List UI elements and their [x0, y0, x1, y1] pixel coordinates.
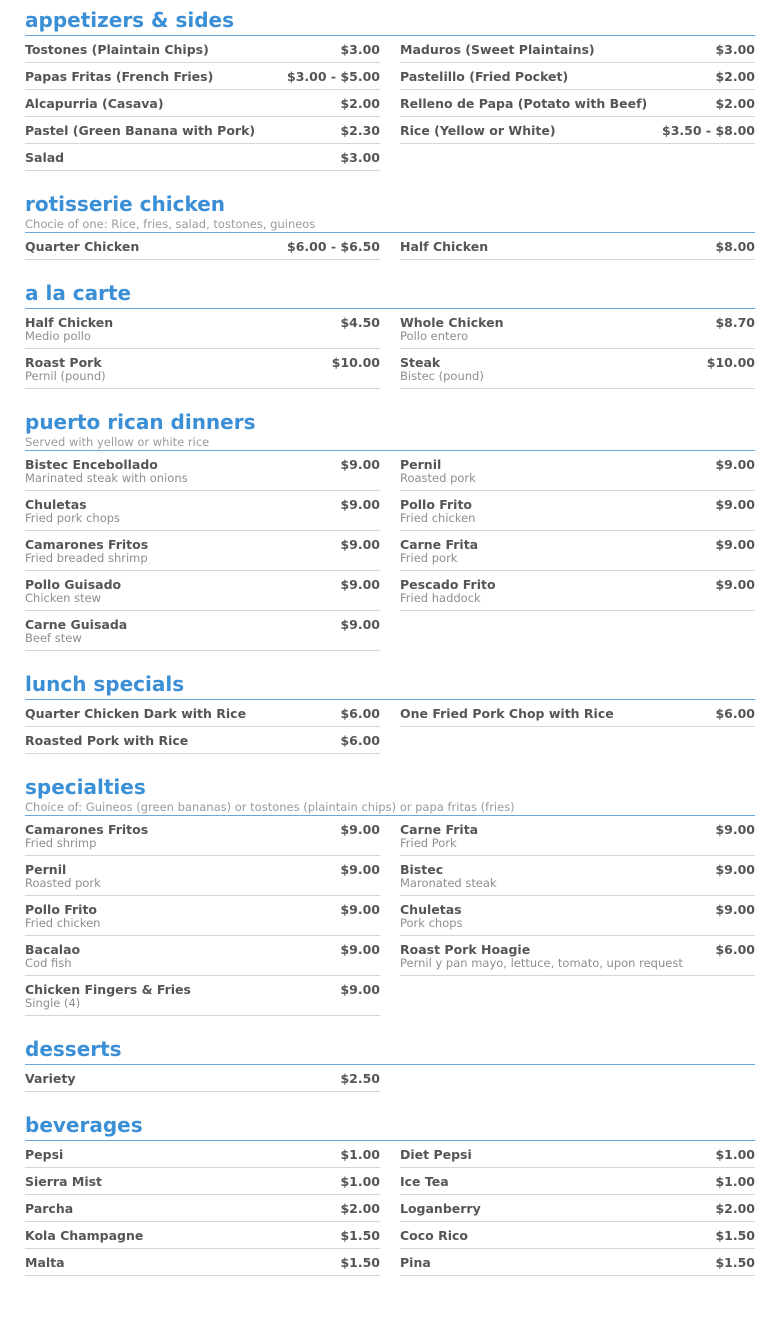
item-name: Pollo Guisado — [25, 577, 122, 592]
item-price: $6.00 - $6.50 — [287, 239, 380, 254]
menu-item-row — [400, 1228, 755, 1243]
menu-section-beverages — [25, 1111, 755, 1276]
item-price: $9.00 — [340, 497, 380, 512]
menu-item-row — [400, 822, 755, 837]
item-name: Pernil — [25, 862, 67, 877]
menu-item-row — [400, 706, 755, 721]
menu-item-row — [400, 902, 755, 917]
item-description: Fried Pork — [400, 836, 457, 850]
item-description: Pernil y pan mayo, lettuce, tomato, upon request — [400, 956, 683, 970]
menu-item — [25, 700, 380, 727]
menu-item-row — [25, 706, 380, 721]
item-description: Fried chicken — [400, 511, 476, 525]
menu-item-row — [400, 239, 755, 254]
menu-item — [25, 531, 380, 571]
menu-item — [25, 936, 380, 976]
item-description: Beef stew — [25, 631, 82, 645]
item-price: $2.00 — [340, 1201, 380, 1216]
item-price: $2.00 — [715, 69, 755, 84]
item-price: $9.00 — [340, 902, 380, 917]
menu-section-desserts — [25, 1035, 755, 1092]
menu-item-row — [25, 1228, 380, 1243]
menu-item — [25, 727, 380, 754]
item-name: Kola Champagne — [25, 1228, 144, 1243]
menu-item — [400, 309, 755, 349]
item-price: $10.00 — [331, 355, 380, 370]
left-column — [25, 816, 380, 1016]
menu-item — [400, 816, 755, 856]
menu-item-row — [25, 355, 380, 370]
item-name: Pollo Frito — [25, 902, 98, 917]
menu-item-row — [25, 1255, 380, 1270]
item-name: Quarter Chicken Dark with Rice — [25, 706, 247, 721]
item-price: $9.00 — [340, 982, 380, 997]
menu-item — [400, 1141, 755, 1168]
menu-item — [25, 451, 380, 491]
item-description: Cod fish — [25, 956, 72, 970]
item-description: Pollo entero — [400, 329, 469, 343]
item-description: Fried shrimp — [25, 836, 97, 850]
menu-item — [400, 531, 755, 571]
menu-item-row — [25, 982, 380, 997]
menu-item-row — [400, 1201, 755, 1216]
section-title: desserts — [25, 1037, 122, 1061]
item-price: $2.00 — [715, 1201, 755, 1216]
item-name: Bistec — [400, 862, 444, 877]
menu-item-row — [25, 733, 380, 748]
menu-item — [400, 856, 755, 896]
item-description: Maronated steak — [400, 876, 497, 890]
menu-item-row — [25, 577, 380, 592]
item-name: Carne Frita — [400, 537, 479, 552]
item-name: Parcha — [25, 1201, 74, 1216]
menu-item — [25, 63, 380, 90]
item-description: Single (4) — [25, 996, 81, 1010]
section-title: beverages — [25, 1113, 143, 1137]
item-price: $8.00 — [715, 239, 755, 254]
menu-item-row — [25, 1174, 380, 1189]
item-name: Tostones (Plaintain Chips) — [25, 42, 209, 57]
menu-item — [400, 491, 755, 531]
menu-item-row — [25, 497, 380, 512]
menu-item — [400, 451, 755, 491]
section-title: rotisserie chicken — [25, 192, 226, 216]
item-description: Chicken stew — [25, 591, 102, 605]
item-name: Papas Fritas (French Fries) — [25, 69, 214, 84]
menu-item-row — [25, 617, 380, 632]
section-columns — [25, 1141, 755, 1276]
item-name: Steak — [400, 355, 441, 370]
item-description: Marinated steak with onions — [25, 471, 188, 485]
left-column — [25, 309, 380, 389]
menu-item-row — [25, 457, 380, 472]
menu-item — [25, 816, 380, 856]
item-price: $6.00 — [715, 706, 755, 721]
menu-item — [25, 571, 380, 611]
item-price: $9.00 — [340, 822, 380, 837]
menu-item — [400, 896, 755, 936]
menu-item-row — [25, 902, 380, 917]
item-price: $9.00 — [340, 537, 380, 552]
right-column — [400, 1065, 755, 1092]
item-description: Fried haddock — [400, 591, 481, 605]
menu-item — [25, 309, 380, 349]
menu-item-row — [400, 42, 755, 57]
menu-item — [400, 1249, 755, 1276]
menu-item — [400, 571, 755, 611]
item-price: $9.00 — [340, 862, 380, 877]
item-name: Coco Rico — [400, 1228, 469, 1243]
right-column — [400, 233, 755, 260]
menu-item-row — [25, 150, 380, 165]
menu-item — [400, 63, 755, 90]
item-name: Carne Frita — [400, 822, 479, 837]
item-name: Diet Pepsi — [400, 1147, 472, 1162]
item-description: Fried breaded shrimp — [25, 551, 148, 565]
item-name: One Fried Pork Chop with Rice — [400, 706, 614, 721]
item-price: $4.50 — [340, 315, 380, 330]
menu-item-row — [25, 942, 380, 957]
item-name: Pastelillo (Fried Pocket) — [400, 69, 569, 84]
menu-item-row — [25, 1201, 380, 1216]
menu-item — [25, 1168, 380, 1195]
item-name: Relleno de Papa (Potato with Beef) — [400, 96, 648, 111]
item-name: Maduros (Sweet Plaintains) — [400, 42, 595, 57]
menu-item — [25, 1195, 380, 1222]
item-name: Loganberry — [400, 1201, 481, 1216]
section-title: appetizers & sides — [25, 8, 234, 32]
left-column — [25, 233, 380, 260]
left-column — [25, 451, 380, 651]
menu-item-row — [400, 123, 755, 138]
item-price: $1.50 — [340, 1255, 380, 1270]
menu-item — [25, 856, 380, 896]
item-price: $9.00 — [715, 497, 755, 512]
item-name: Half Chicken — [25, 315, 114, 330]
menu-item-row — [400, 69, 755, 84]
item-name: Variety — [25, 1071, 76, 1086]
menu-item — [25, 611, 380, 651]
item-price: $9.00 — [715, 862, 755, 877]
item-description: Roasted pork — [400, 471, 476, 485]
item-name: Pepsi — [25, 1147, 64, 1162]
item-price: $9.00 — [715, 577, 755, 592]
menu-item-row — [400, 457, 755, 472]
item-name: Camarones Fritos — [25, 822, 149, 837]
section-note: Served with yellow or white rice — [25, 435, 210, 449]
item-price: $1.00 — [715, 1174, 755, 1189]
right-column — [400, 309, 755, 389]
menu-item-row — [400, 1255, 755, 1270]
item-name: Pastel (Green Banana with Pork) — [25, 123, 256, 138]
item-name: Bistec Encebollado — [25, 457, 158, 472]
item-price: $3.00 — [715, 42, 755, 57]
left-column — [25, 1141, 380, 1276]
item-price: $2.00 — [715, 96, 755, 111]
menu-item-row — [25, 1071, 380, 1086]
item-price: $1.50 — [715, 1255, 755, 1270]
item-price: $1.00 — [715, 1147, 755, 1162]
item-description: Pork chops — [400, 916, 463, 930]
item-name: Camarones Fritos — [25, 537, 149, 552]
item-description: Medio pollo — [25, 329, 91, 343]
right-column — [400, 1141, 755, 1276]
item-price: $9.00 — [715, 902, 755, 917]
item-description: Fried chicken — [25, 916, 101, 930]
menu-item — [400, 36, 755, 63]
item-name: Malta — [25, 1255, 65, 1270]
item-name: Pescado Frito — [400, 577, 496, 592]
section-columns — [25, 816, 755, 1016]
item-price: $1.00 — [340, 1147, 380, 1162]
section-note: Chocie of one: Rice, fries, salad, tostones, guineos — [25, 217, 316, 231]
item-name: Whole Chicken — [400, 315, 504, 330]
menu-item-row — [400, 577, 755, 592]
item-price: $1.50 — [715, 1228, 755, 1243]
item-price: $2.30 — [340, 123, 380, 138]
item-name: Pollo Frito — [400, 497, 473, 512]
menu-item-row — [25, 239, 380, 254]
item-price: $9.00 — [715, 822, 755, 837]
menu-section-lunch-specials — [25, 670, 755, 754]
menu-item — [400, 90, 755, 117]
menu-section-rotisserie-chicken — [25, 190, 755, 260]
menu-item-row — [400, 537, 755, 552]
menu-item-row — [400, 862, 755, 877]
item-name: Roast Pork — [25, 355, 102, 370]
menu-item-row — [25, 315, 380, 330]
menu-item — [400, 117, 755, 144]
menu-item-row — [25, 123, 380, 138]
item-description: Pernil (pound) — [25, 369, 106, 383]
item-price: $6.00 — [340, 706, 380, 721]
menu-item — [400, 700, 755, 727]
section-columns — [25, 451, 755, 651]
menu-item-row — [25, 96, 380, 111]
item-price: $9.00 — [715, 457, 755, 472]
menu-section-specialties — [25, 773, 755, 1016]
menu-item — [400, 349, 755, 389]
menu-item — [25, 976, 380, 1016]
section-columns — [25, 233, 755, 260]
menu-item-row — [400, 1147, 755, 1162]
menu-item — [400, 233, 755, 260]
menu-item — [25, 117, 380, 144]
menu-item-row — [25, 822, 380, 837]
item-name: Carne Guisada — [25, 617, 128, 632]
item-price: $9.00 — [340, 577, 380, 592]
section-columns — [25, 700, 755, 754]
menu-section-a-la-carte — [25, 279, 755, 389]
item-name: Quarter Chicken — [25, 239, 140, 254]
left-column — [25, 36, 380, 171]
menu-item — [25, 1141, 380, 1168]
item-price: $2.00 — [340, 96, 380, 111]
section-columns — [25, 36, 755, 171]
right-column — [400, 451, 755, 651]
menu-item-row — [25, 1147, 380, 1162]
right-column — [400, 816, 755, 1016]
menu-item — [25, 1222, 380, 1249]
menu-item-row — [400, 96, 755, 111]
menu-item-row — [400, 1174, 755, 1189]
item-price: $3.00 — [340, 150, 380, 165]
item-name: Sierra Mist — [25, 1174, 103, 1189]
section-columns — [25, 309, 755, 389]
item-description: Roasted pork — [25, 876, 101, 890]
item-description: Fried pork chops — [25, 511, 121, 525]
menu-item-row — [25, 69, 380, 84]
menu-item — [400, 1222, 755, 1249]
menu-section-puerto-rican-dinners — [25, 408, 755, 651]
item-name: Ice Tea — [400, 1174, 449, 1189]
item-price: $3.00 - $5.00 — [287, 69, 380, 84]
menu-item — [25, 36, 380, 63]
item-price: $9.00 — [340, 942, 380, 957]
section-title: a la carte — [25, 281, 132, 305]
menu-item — [25, 1249, 380, 1276]
section-note: Choice of: Guineos (green bananas) or tostones (plaintain chips) or papa fritas (fries) — [25, 800, 515, 814]
item-price: $9.00 — [340, 457, 380, 472]
menu-item-row — [400, 355, 755, 370]
menu-item — [400, 1168, 755, 1195]
menu-item — [25, 491, 380, 531]
item-name: Chuletas — [25, 497, 87, 512]
menu-item-row — [25, 42, 380, 57]
menu-item — [400, 1195, 755, 1222]
item-name: Half Chicken — [400, 239, 489, 254]
menu-section-appetizers-sides — [25, 6, 755, 171]
item-name: Pina — [400, 1255, 431, 1270]
item-name: Pernil — [400, 457, 442, 472]
section-title: puerto rican dinners — [25, 410, 256, 434]
item-price: $6.00 — [340, 733, 380, 748]
menu-item-row — [25, 537, 380, 552]
menu-item — [25, 896, 380, 936]
left-column — [25, 700, 380, 754]
item-price: $3.50 - $8.00 — [662, 123, 755, 138]
menu-item — [25, 349, 380, 389]
item-name: Roast Pork Hoagie — [400, 942, 531, 957]
item-price: $3.00 — [340, 42, 380, 57]
menu-item-row — [400, 315, 755, 330]
menu-item-row — [400, 942, 755, 957]
section-columns — [25, 1065, 755, 1092]
section-title: specialties — [25, 775, 146, 799]
left-column — [25, 1065, 380, 1092]
item-name: Rice (Yellow or White) — [400, 123, 556, 138]
item-price: $9.00 — [340, 617, 380, 632]
item-price: $10.00 — [706, 355, 755, 370]
item-price: $1.50 — [340, 1228, 380, 1243]
item-price: $1.00 — [340, 1174, 380, 1189]
item-price: $8.70 — [715, 315, 755, 330]
item-name: Alcapurria (Casava) — [25, 96, 164, 111]
menu-item — [25, 1065, 380, 1092]
menu-item — [25, 233, 380, 260]
menu-item — [25, 144, 380, 171]
menu-item-row — [25, 862, 380, 877]
item-price: $2.50 — [340, 1071, 380, 1086]
item-description: Fried pork — [400, 551, 458, 565]
right-column — [400, 36, 755, 171]
menu-item — [25, 90, 380, 117]
item-description: Bistec (pound) — [400, 369, 484, 383]
section-title: lunch specials — [25, 672, 185, 696]
item-price: $6.00 — [715, 942, 755, 957]
menu-item-row — [400, 497, 755, 512]
item-price: $9.00 — [715, 537, 755, 552]
item-name: Bacalao — [25, 942, 81, 957]
item-name: Chuletas — [400, 902, 462, 917]
item-name: Chicken Fingers & Fries — [25, 982, 191, 997]
item-name: Salad — [25, 150, 65, 165]
item-name: Roasted Pork with Rice — [25, 733, 189, 748]
menu-item — [400, 936, 755, 976]
right-column — [400, 700, 755, 754]
